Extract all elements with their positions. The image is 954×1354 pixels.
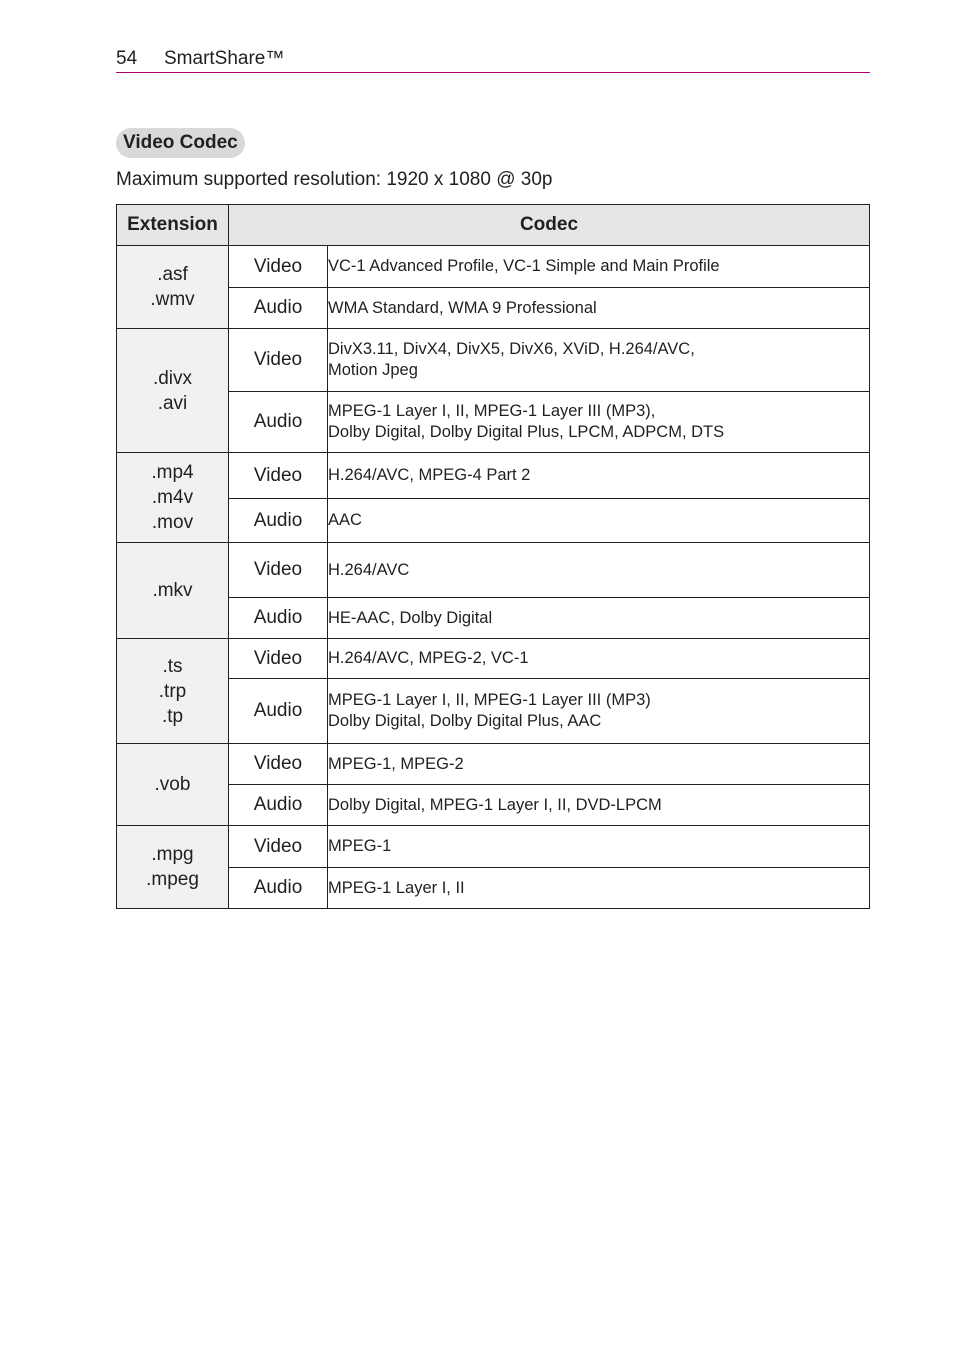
extension-label: .mp4 (151, 462, 194, 483)
page-header (116, 47, 870, 73)
codec-cell (328, 826, 870, 868)
codec-cell (328, 392, 870, 453)
codec-cell (328, 639, 870, 679)
codec-cell (328, 246, 870, 288)
table-row (117, 639, 870, 679)
table-row (117, 288, 870, 329)
resolution-note: Maximum supported resolution: 1920 x 1080 @ 30p (116, 169, 553, 190)
extension-label: .vob (154, 774, 191, 795)
table-row (117, 453, 870, 499)
table-row (117, 246, 870, 288)
stream-type-cell: Audio (229, 785, 328, 826)
stream-type-cell: Video (229, 453, 328, 499)
stream-type-cell: Audio (229, 288, 328, 329)
stream-type-cell: Audio (229, 499, 328, 543)
codec-text: MPEG-1, MPEG-2 (328, 754, 464, 773)
codec-cell (328, 744, 870, 785)
table-row (117, 785, 870, 826)
table-header-row (117, 205, 870, 246)
codec-cell (328, 598, 870, 639)
codec-text: DivX3.11, DivX4, DivX5, DivX6, XViD, H.264/AVC, (328, 340, 695, 358)
stream-type-cell: Video (229, 639, 328, 679)
table-row (117, 543, 870, 598)
codec-cell (328, 543, 870, 598)
extension-cell (117, 453, 229, 543)
chapter-title: SmartShare™ (164, 48, 285, 69)
extension-label: .ts (162, 655, 183, 677)
stream-type-cell: Video (229, 329, 328, 392)
extension-cell (117, 329, 229, 453)
extension-label: .avi (157, 392, 188, 414)
codec-text: H.264/AVC, MPEG-4 Part 2 (328, 466, 531, 484)
table-row (117, 868, 870, 909)
table-row (117, 744, 870, 785)
table-row (117, 392, 870, 453)
codec-cell (328, 453, 870, 499)
stream-type-cell: Video (229, 744, 328, 785)
codec-cell (328, 868, 870, 909)
extension-label: .asf (157, 264, 188, 285)
extension-cell (117, 744, 229, 826)
table-row (117, 826, 870, 868)
extension-label: .divx (152, 367, 193, 389)
stream-type-cell: Audio (229, 679, 328, 744)
codec-text: AAC (328, 511, 362, 529)
extension-label: .tp (161, 705, 184, 727)
codec-header: Codec (229, 205, 870, 246)
extension-label: .mpg (151, 844, 194, 865)
page-number: 54 (116, 48, 138, 69)
codec-text: MPEG-1 Layer I, II, MPEG-1 Layer III (MP3) (328, 691, 651, 709)
codec-text: Motion Jpeg (328, 361, 418, 379)
codec-table (116, 204, 870, 909)
codec-text: MPEG-1 Layer I, II, MPEG-1 Layer III (MP3), (328, 402, 656, 420)
table-row (117, 499, 870, 543)
table-row (117, 329, 870, 392)
codec-cell (328, 499, 870, 543)
stream-type-cell: Audio (229, 392, 328, 453)
codec-cell (328, 329, 870, 392)
codec-table-body (117, 246, 870, 909)
stream-type-cell: Video (229, 246, 328, 288)
codec-text: H.264/AVC, MPEG-2, VC-1 (328, 649, 529, 667)
codec-text: Dolby Digital, Dolby Digital Plus, LPCM, ADPCM, DTS (328, 423, 725, 441)
extension-label: .wmv (150, 289, 195, 310)
codec-text: Dolby Digital, MPEG-1 Layer I, II, DVD-LPCM (328, 795, 662, 814)
extension-cell (117, 543, 229, 639)
codec-cell (328, 785, 870, 826)
section-title: Video Codec (116, 128, 245, 158)
codec-text: Dolby Digital, Dolby Digital Plus, AAC (328, 712, 602, 730)
codec-text: H.264/AVC (328, 560, 410, 579)
codec-cell (328, 288, 870, 329)
codec-text: MPEG-1 Layer I, II (328, 878, 465, 897)
extension-label: .m4v (151, 487, 194, 508)
extension-label: .trp (158, 680, 187, 702)
table-row (117, 679, 870, 744)
extension-cell (117, 826, 229, 909)
extension-label: .mkv (152, 580, 193, 601)
extension-label: .mpeg (146, 869, 199, 890)
stream-type-cell: Video (229, 543, 328, 598)
stream-type-cell: Audio (229, 598, 328, 639)
codec-cell (328, 679, 870, 744)
codec-text: VC-1 Advanced Profile, VC-1 Simple and Main Profile (328, 257, 720, 275)
stream-type-cell: Video (229, 826, 328, 868)
codec-text: MPEG-1 (328, 837, 392, 855)
extension-cell (117, 639, 229, 744)
extension-cell (117, 246, 229, 329)
table-row (117, 598, 870, 639)
stream-type-cell: Audio (229, 868, 328, 909)
codec-text: WMA Standard, WMA 9 Professional (328, 298, 597, 317)
codec-text: HE-AAC, Dolby Digital (328, 608, 493, 627)
extension-label: .mov (151, 512, 194, 533)
extension-header: Extension (117, 205, 229, 246)
